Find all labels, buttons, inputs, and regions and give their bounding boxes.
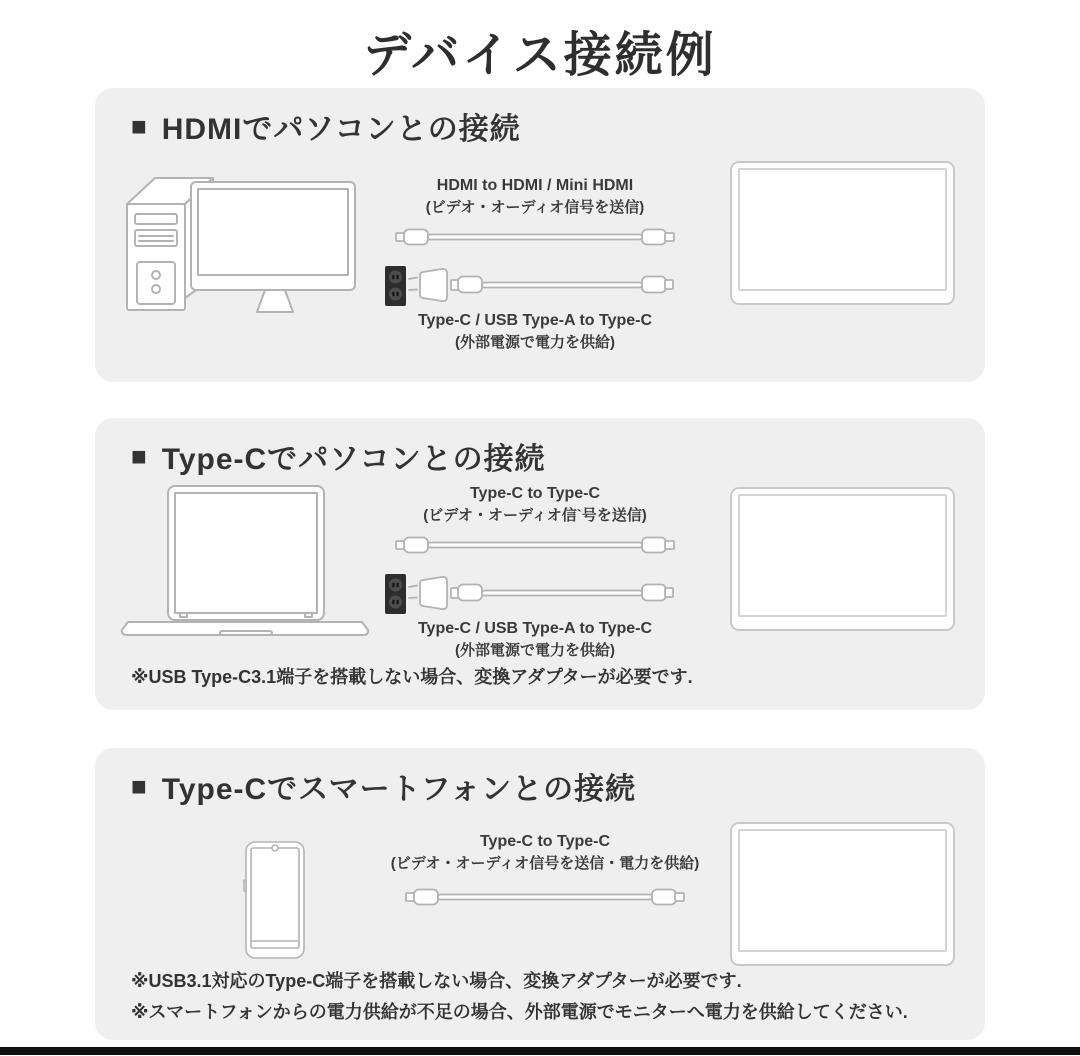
portable-monitor-icon (730, 161, 955, 305)
usb-cable-icon (451, 277, 673, 293)
cable-sublabel: (外部電源で電力を供給) (455, 642, 615, 659)
section-note (131, 666, 693, 688)
section-heading-text: HDMIでパソコンとの接続 (161, 113, 521, 146)
power-adapter-icon (409, 577, 447, 609)
typec-cable-icon (405, 885, 685, 909)
monitor-screen (738, 168, 947, 291)
portable-monitor-icon (730, 822, 955, 966)
section-heading (131, 104, 521, 148)
note-line: ※USB Type-C3.1端子を搭載しない場合、変換アダプターが必要です. (131, 667, 693, 687)
cable-sublabel: (ビデオ・オーディオ信`号を送信) (423, 507, 647, 524)
square-bullet-icon: ■ (131, 111, 148, 141)
usb-cable-icon (451, 585, 673, 601)
section-heading (131, 764, 636, 808)
typec-cable-icon (395, 533, 675, 557)
cable-sublabel: (ビデオ・オーディオ信号を送信) (425, 199, 645, 216)
cable-sublabel: (外部電源で電力を供給) (455, 334, 615, 351)
section-heading-text: Type-Cでパソコンとの接続 (161, 443, 546, 476)
page-title: デバイス接続例 (363, 29, 717, 82)
note-line: ※USB3.1対応のType-C端子を搭載しない場合、変換アダプターが必要です. (131, 971, 742, 991)
portable-monitor-icon (730, 487, 955, 631)
smartphone-icon (243, 840, 307, 965)
cable-label: Type-C / USB Type-A to Type-C (417, 312, 653, 329)
section-notes (131, 970, 908, 1023)
square-bullet-icon: ■ (131, 771, 148, 801)
cable-info-column (345, 176, 725, 352)
power-outlet-icon (385, 574, 406, 614)
section-hdmi-pc (95, 88, 985, 382)
power-adapter-icon (409, 269, 447, 301)
note-line: ※スマートフォンからの電力供給が不足の場合、外部電源でモニターへ電力を供給してください. (131, 1002, 908, 1022)
bottom-divider-bar (0, 1047, 1080, 1055)
section-typec-pc (95, 418, 985, 710)
power-outlet-icon (385, 266, 406, 306)
monitor-screen (738, 494, 947, 617)
desktop-pc-icon (115, 158, 365, 328)
power-cable-icon (385, 573, 685, 615)
cable-info-column (355, 832, 735, 909)
monitor-screen (738, 829, 947, 952)
power-cable-icon (385, 265, 685, 307)
hdmi-cable-icon (395, 225, 675, 249)
laptop-icon (120, 480, 370, 650)
section-typec-smartphone (95, 748, 985, 1040)
cable-label: Type-C to Type-C (469, 485, 601, 502)
section-heading (131, 434, 546, 478)
cable-label: Type-C to Type-C (479, 833, 611, 850)
square-bullet-icon: ■ (131, 441, 148, 471)
cable-sublabel: (ビデオ・オーディオ信号を送信・電力を供給) (390, 855, 700, 872)
section-heading-text: Type-Cでスマートフォンとの接続 (161, 773, 637, 806)
cable-label: HDMI to HDMI / Mini HDMI (436, 177, 634, 194)
cable-info-column (345, 484, 725, 660)
cable-label: Type-C / USB Type-A to Type-C (417, 620, 653, 637)
